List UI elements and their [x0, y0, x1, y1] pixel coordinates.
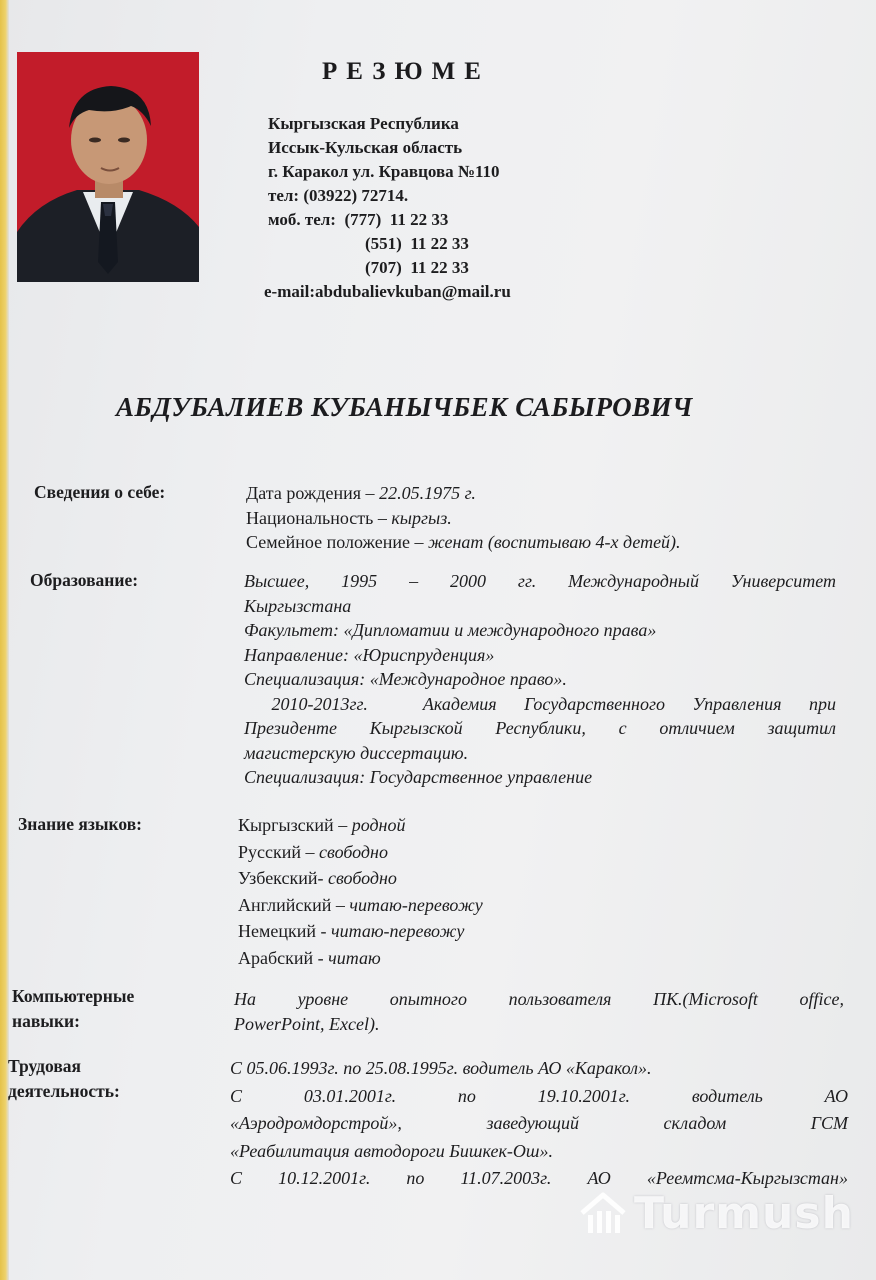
work-line: «Аэродромдорстрой», заведующий складом ГСМ — [230, 1113, 848, 1133]
language-item: Русский – свободно — [238, 841, 388, 862]
language-item: Английский – читаю-перевожу — [238, 894, 483, 915]
about-label: Сведения о себе: — [34, 482, 166, 502]
about-section — [246, 481, 806, 555]
contact-block — [264, 112, 511, 304]
education-section — [244, 569, 836, 790]
language-item: Узбекский- свободно — [238, 868, 397, 888]
contact-country: Кыргызская Республика — [268, 114, 459, 133]
contact-mobile-3: (707) 11 22 33 — [365, 258, 469, 277]
education-line: Специализация: Государственное управление — [244, 767, 593, 787]
computer-label: Компьютерные навыки: — [12, 986, 135, 1031]
contact-phone: тел: (03922) 72714. — [268, 186, 409, 205]
education-line: Президенте Кыргызской Республики, с отличием защитил — [244, 718, 836, 738]
contact-mobile-1: моб. тел: (777) 11 22 33 — [268, 210, 449, 229]
work-line: С 03.01.2001г. по 19.10.2001г. водитель АО — [230, 1085, 848, 1106]
education-line: Кыргызстана — [244, 595, 352, 616]
profile-photo — [17, 52, 199, 282]
full-name: АБДУБАЛИЕВ КУБАНЫЧБЕК САБЫРОВИЧ — [116, 392, 693, 422]
contact-mobile-2: (551) 11 22 33 — [365, 234, 469, 253]
languages-label: Знание языков: — [18, 814, 142, 834]
education-label: Образование: — [30, 570, 139, 590]
contact-address: г. Каракол ул. Кравцова №110 — [268, 162, 500, 181]
contact-region: Иссык-Кульская область — [268, 138, 463, 157]
education-line: Факультет: «Дипломатии и международного права» — [244, 620, 657, 640]
birth-date: Дата рождения – 22.05.1975 г. — [246, 483, 476, 503]
computer-line: На уровне опытного пользователя ПК.(Microsoft office, — [234, 989, 844, 1009]
language-item: Немецкий - читаю-перевожу — [238, 921, 465, 941]
contact-email: e-mail:abdubalievkuban@mail.ru — [264, 282, 511, 301]
education-line: 2010-2013гг. Академия Государственного Управления при — [244, 693, 837, 714]
family-status: Семейное положение – женат (воспитываю 4-х детей). — [246, 532, 681, 552]
languages-list — [238, 812, 798, 971]
work-label: Трудовая деятельность: — [8, 1056, 120, 1101]
education-line: Специализация: «Международное право». — [244, 669, 567, 689]
language-item: Арабский - читаю — [238, 947, 381, 968]
work-line: «Реабилитация автодороги Бишкек-Ош». — [230, 1140, 553, 1161]
nationality: Национальность – кыргыз. — [246, 507, 452, 528]
computer-section — [234, 987, 844, 1036]
work-section — [230, 1055, 848, 1193]
turmush-logo-icon — [578, 1191, 628, 1237]
language-item: Кыргызский – родной — [238, 815, 406, 835]
work-line: С 10.12.2001г. по 11.07.2003г. АО «Реемтсма-Кыргызстан» — [230, 1168, 848, 1188]
education-line: Направление: «Юриспруденция» — [244, 644, 495, 665]
work-line: С 05.06.1993г. по 25.08.1995г. водитель АО «Каракол». — [230, 1058, 652, 1078]
resume-heading: РЕЗЮМЕ — [322, 58, 490, 85]
turmush-watermark: Turmush — [578, 1188, 854, 1239]
education-line: магистерскую диссертацию. — [244, 742, 469, 763]
education-line: Высшее, 1995 – 2000 гг. Международный Университет — [244, 571, 836, 591]
computer-line: PowerPoint, Excel). — [234, 1013, 380, 1034]
